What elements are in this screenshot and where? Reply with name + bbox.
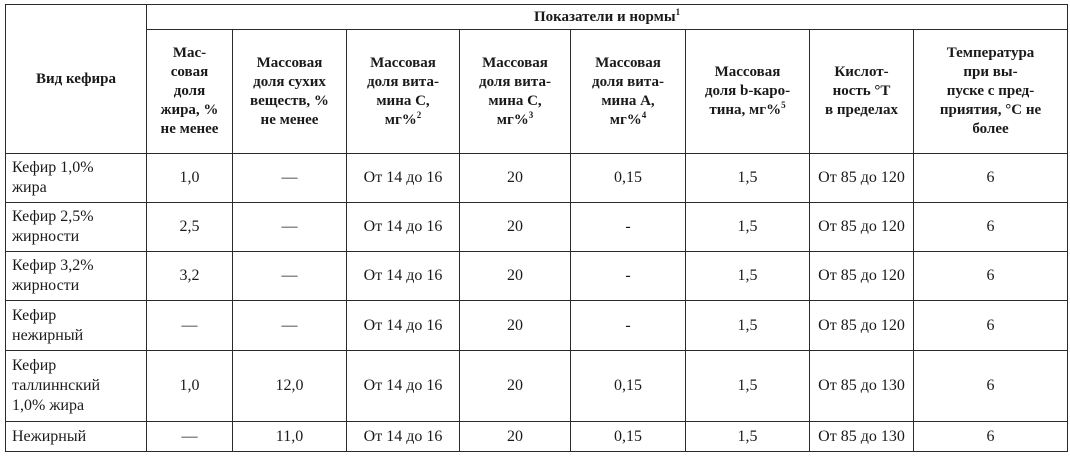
value-cell: 0,15: [571, 422, 686, 452]
value-cell: От 14 до 16: [347, 154, 460, 203]
value-cell: 1,5: [686, 351, 810, 422]
value-cell: 1,5: [686, 252, 810, 301]
value-cell: 1,5: [686, 203, 810, 252]
value-cell: 20: [460, 422, 571, 452]
value-cell: От 14 до 16: [347, 252, 460, 301]
table-row: [6, 351, 1068, 422]
value-cell: —: [147, 422, 233, 452]
value-cell: От 14 до 16: [347, 301, 460, 351]
value-cell: 1,5: [686, 154, 810, 203]
value-cell: 20: [460, 351, 571, 422]
value-cell: 11,0: [233, 422, 347, 452]
value-cell: 0,15: [571, 351, 686, 422]
kefir-type-header: Вид кефира: [6, 5, 147, 154]
kefir-type-cell: Кефир 3,2% жирности: [6, 252, 147, 301]
value-cell: 20: [460, 154, 571, 203]
value-cell: 12,0: [233, 351, 347, 422]
value-cell: 6: [914, 154, 1068, 203]
value-cell: —: [233, 203, 347, 252]
kefir-type-cell: Кефир 1,0% жира: [6, 154, 147, 203]
value-cell: От 85 до 120: [810, 252, 914, 301]
value-cell: 1,5: [686, 422, 810, 452]
value-cell: 6: [914, 203, 1068, 252]
value-cell: От 14 до 16: [347, 422, 460, 452]
kefir-type-cell: Кефир 2,5% жирности: [6, 203, 147, 252]
value-cell: 6: [914, 252, 1068, 301]
value-cell: От 85 до 130: [810, 422, 914, 452]
vitamin-a-header: Массовая доля вита- мина А, мг%$^4$: [571, 30, 686, 154]
value-cell: От 85 до 120: [810, 154, 914, 203]
beta-carotene-header: Массовая доля b-каро- тина, мг%$^5$: [686, 30, 810, 154]
value-cell: 6: [914, 301, 1068, 351]
value-cell: -: [571, 301, 686, 351]
table-row: [6, 203, 1068, 252]
value-cell: От 85 до 120: [810, 301, 914, 351]
value-cell: От 14 до 16: [347, 351, 460, 422]
value-cell: 3,2: [147, 252, 233, 301]
indicators-group-header: Показатели и нормы$^1$: [147, 5, 1068, 30]
value-cell: От 14 до 16: [347, 203, 460, 252]
value-cell: 20: [460, 203, 571, 252]
value-cell: —: [233, 252, 347, 301]
value-cell: -: [571, 252, 686, 301]
header-row-group: [6, 5, 1068, 30]
value-cell: —: [233, 154, 347, 203]
value-cell: 20: [460, 301, 571, 351]
table-body: [6, 154, 1068, 452]
value-cell: -: [571, 203, 686, 252]
value-cell: 1,0: [147, 154, 233, 203]
value-cell: 20: [460, 252, 571, 301]
value-cell: От 85 до 120: [810, 203, 914, 252]
kefir-norms-table: [5, 4, 1068, 452]
temperature-header: Температура при вы- пуске с пред- приятия, °С не более: [914, 30, 1068, 154]
value-cell: 1,5: [686, 301, 810, 351]
vitamin-c-alt-header: Массовая доля вита- мина С, мг%$^3$: [460, 30, 571, 154]
fat-header: Мас- совая доля жира, % не менее: [147, 30, 233, 154]
kefir-type-cell: Кефир таллиннский 1,0% жира: [6, 351, 147, 422]
table-row: [6, 252, 1068, 301]
value-cell: 6: [914, 422, 1068, 452]
table-row: [6, 301, 1068, 351]
value-cell: От 85 до 130: [810, 351, 914, 422]
value-cell: 2,5: [147, 203, 233, 252]
kefir-type-cell: Кефир нежирный: [6, 301, 147, 351]
value-cell: —: [233, 301, 347, 351]
table-row: [6, 422, 1068, 452]
value-cell: 6: [914, 351, 1068, 422]
dry-matter-header: Массовая доля сухих веществ, % не менее: [233, 30, 347, 154]
value-cell: —: [147, 301, 233, 351]
value-cell: 1,0: [147, 351, 233, 422]
table-row: [6, 154, 1068, 203]
acidity-header: Кислот- ность °Т в пределах: [810, 30, 914, 154]
vitamin-c-header: Массовая доля вита- мина С, мг%$^2$: [347, 30, 460, 154]
header-row-columns: [6, 30, 1068, 154]
kefir-type-cell: Нежирный: [6, 422, 147, 452]
value-cell: 0,15: [571, 154, 686, 203]
